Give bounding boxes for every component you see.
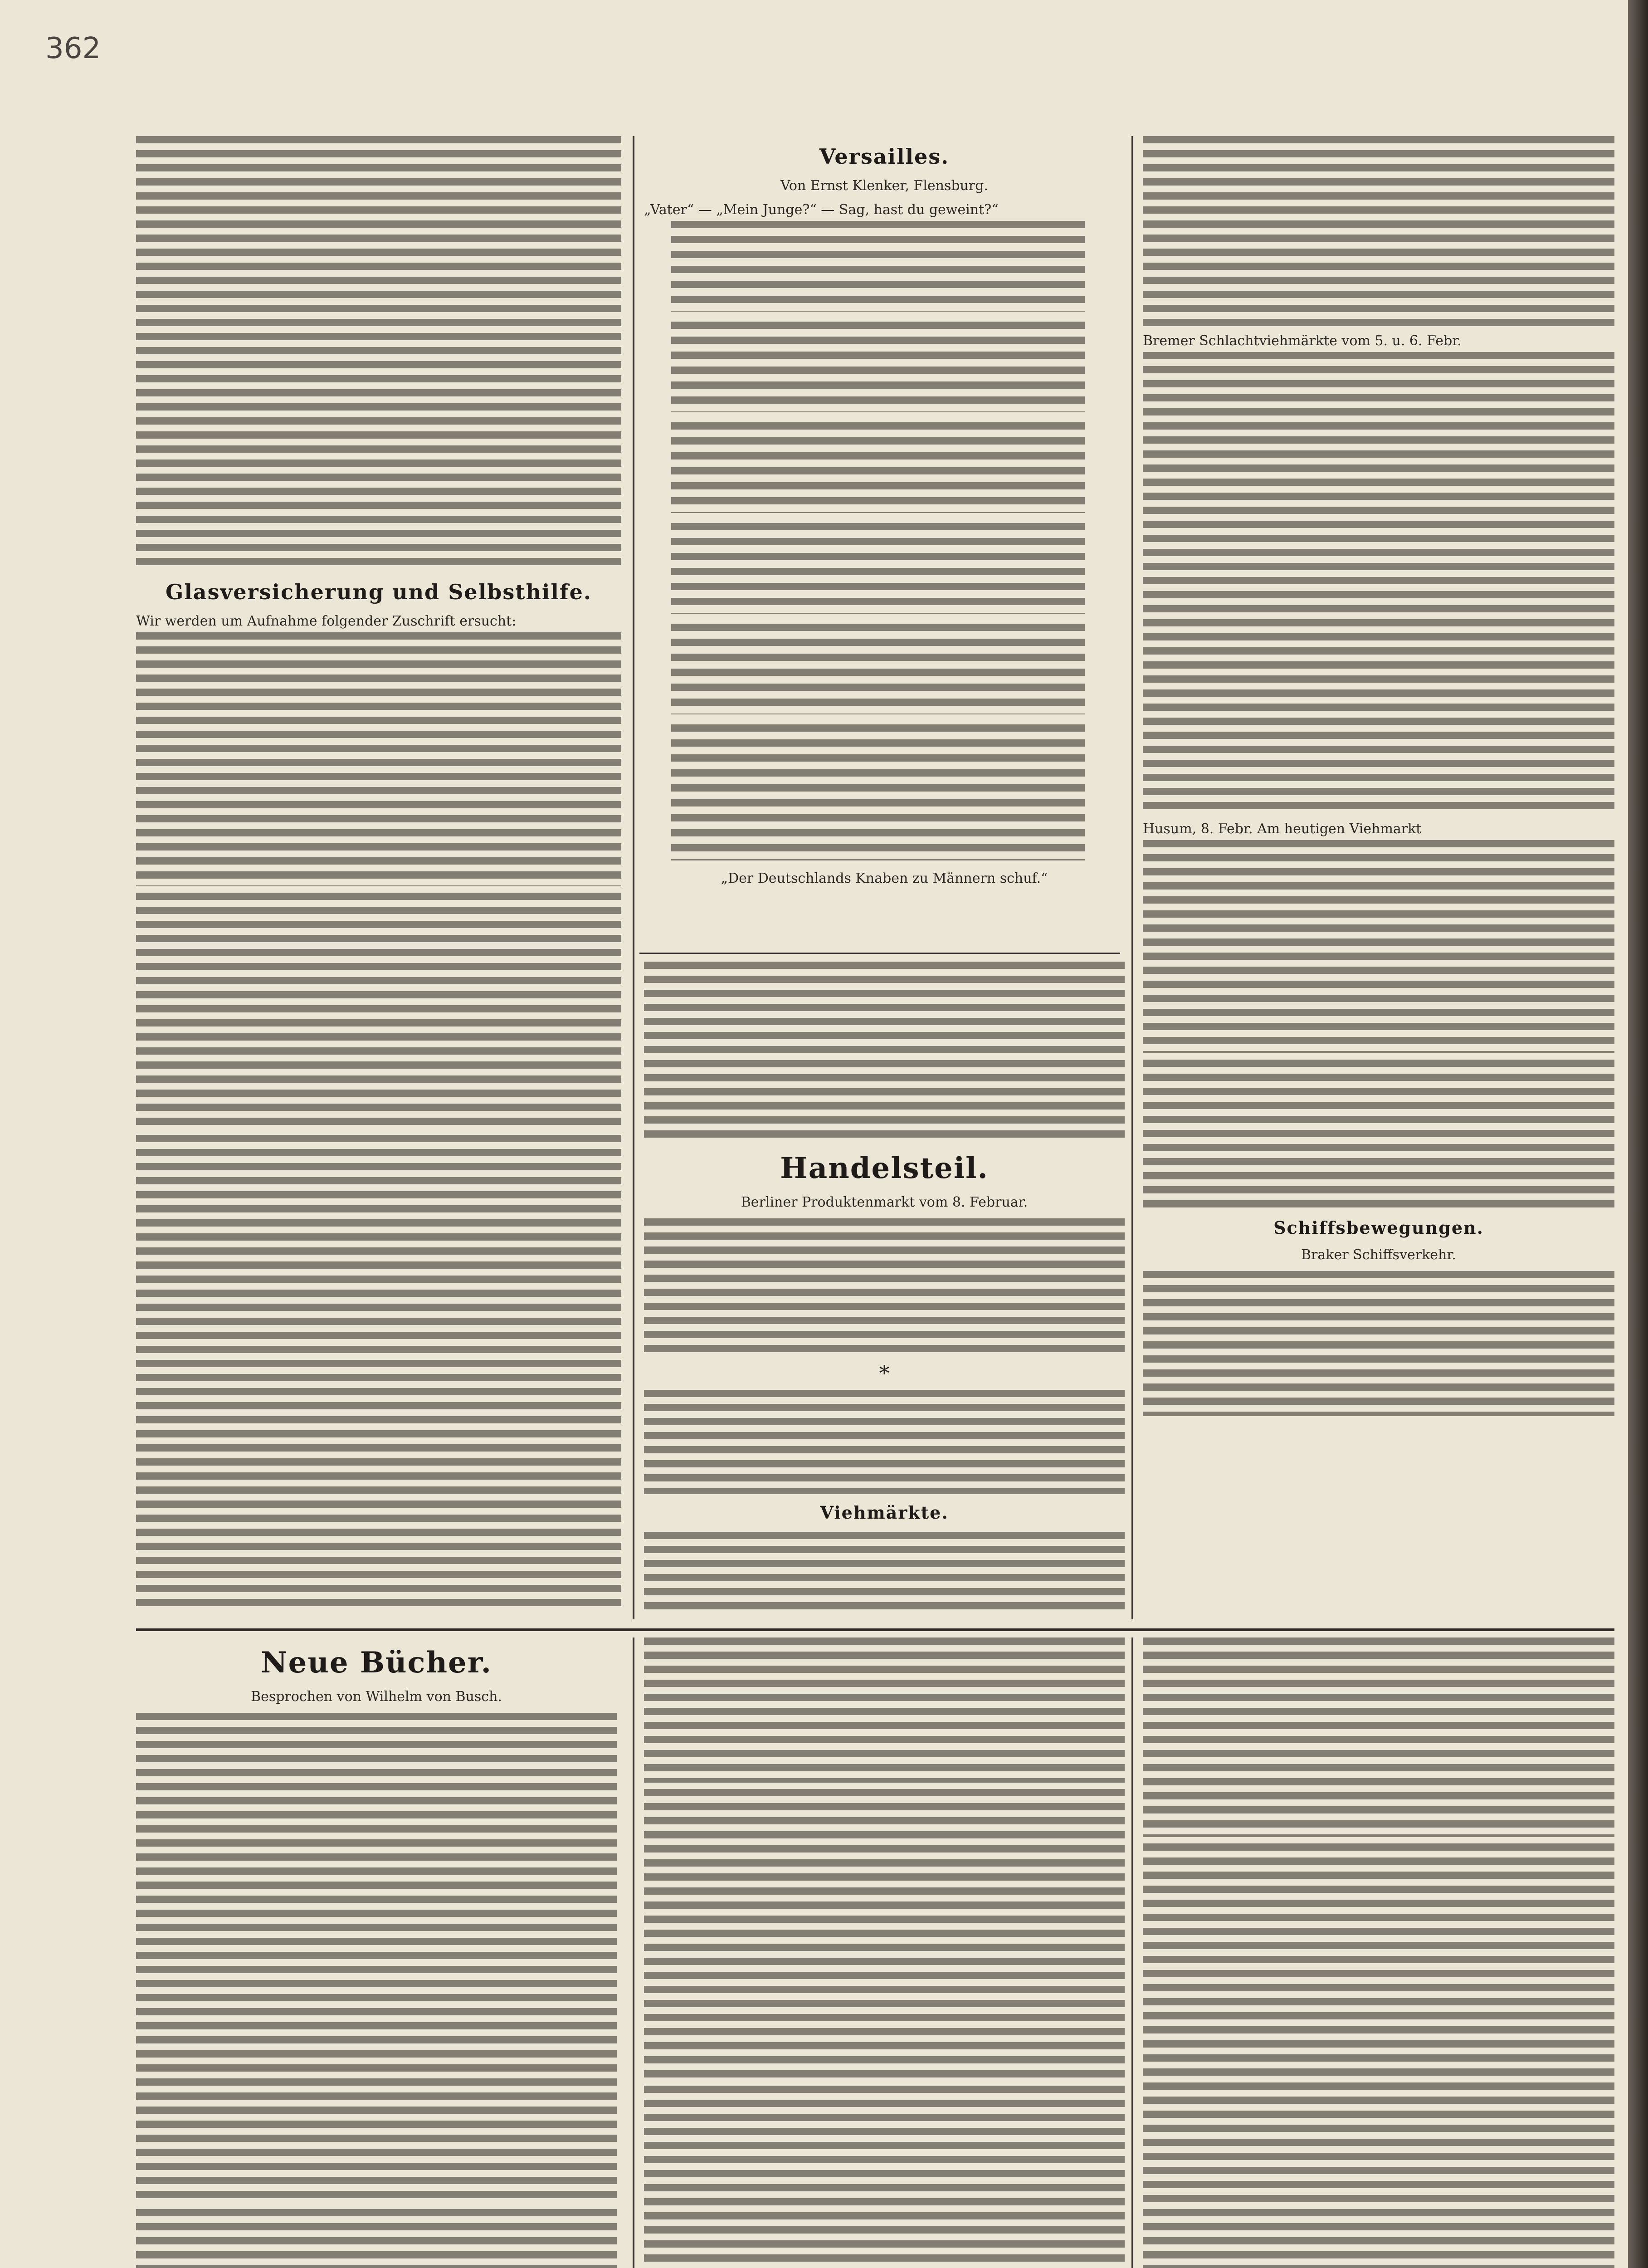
column-divider — [1131, 136, 1133, 1619]
glasversicherung-para-1 — [136, 632, 621, 886]
book-review-steigerung — [136, 1713, 617, 2203]
glasversicherung-heading: Glasversicherung und Selbsthilfe. — [166, 580, 592, 604]
glasversicherung-para-4 — [136, 1332, 621, 1608]
poem-stanza-6 — [671, 724, 1085, 860]
glasversicherung-para-3 — [136, 1135, 621, 1325]
produktenmarkt-prices — [644, 1218, 1125, 1354]
poem-stanza-2 — [671, 322, 1085, 412]
column-right-top — [1143, 136, 1614, 1624]
poem-stanza-4 — [671, 523, 1085, 614]
book-binding-edge — [1628, 0, 1648, 2268]
viehmarkt-continued — [1143, 136, 1614, 327]
book-review-balladen — [644, 2086, 1125, 2268]
section-divider — [136, 1628, 1614, 1631]
column-middle-top — [644, 136, 1125, 953]
book-review-kammernovelle — [644, 1789, 1125, 2079]
versailles-closing-line: „Der Deutschlands Knaben zu Männern schuf.“ — [721, 870, 1048, 886]
viehmaerkte-heading: Viehmärkte. — [820, 1502, 949, 1523]
neue-buecher-heading: Neue Bücher. — [261, 1646, 492, 1680]
column-divider — [1131, 1637, 1133, 2268]
book-review-continued — [644, 1637, 1125, 1783]
book-review-wieder-im-drieber — [136, 2209, 617, 2268]
glasversicherung-para-2 — [136, 893, 621, 1129]
schiffsbewegungen-heading: Schiffsbewegungen. — [1273, 1217, 1484, 1238]
column-divider — [633, 136, 634, 1619]
neue-buecher-column-1 — [136, 1637, 617, 2268]
poem-bottom-rule — [639, 953, 1120, 954]
poem-stanza-1 — [671, 221, 1085, 312]
produktenmarkt-subheading: Berliner Produktenmarkt vom 8. Februar. — [741, 1194, 1028, 1210]
book-review-frische-brise — [1143, 1843, 1614, 2268]
hamburg-schweinemarkt-text — [1143, 1060, 1614, 1209]
neue-buecher-column-2 — [644, 1637, 1125, 2268]
schiffsverkehr-subheading: Braker Schiffsverkehr. — [1301, 1247, 1456, 1263]
handelsteil-heading: Handelsteil. — [780, 1151, 989, 1185]
article-fischerei-text — [136, 136, 621, 572]
leer-viehmarkt — [644, 1532, 1125, 1613]
neue-buecher-byline: Besprochen von Wilhelm von Busch. — [251, 1689, 502, 1705]
column-divider — [633, 1637, 634, 2268]
glasversicherung-intro: Wir werden um Aufnahme folgender Zuschrift ersucht: — [136, 613, 517, 629]
poem-stanza-5 — [671, 624, 1085, 714]
column-left-top — [136, 136, 621, 1624]
husum-viehmarkt-heading: Husum, 8. Febr. Am heutigen Viehmarkt — [1143, 821, 1422, 837]
husum-viehmarkt-text — [1143, 840, 1614, 1053]
versailles-first-line: „Vater“ — „Mein Junge?“ — Sag, hast du geweint?“ — [644, 202, 999, 218]
section-star: * — [879, 1361, 890, 1385]
glasversicherung-continued — [644, 962, 1125, 1143]
book-review-volksschatz — [1143, 1637, 1614, 1837]
bremen-getreide — [644, 1390, 1125, 1494]
versailles-byline: Von Ernst Klenker, Flensburg. — [780, 178, 988, 194]
versailles-heading: Versailles. — [819, 144, 950, 169]
column-middle-lower — [644, 962, 1125, 1619]
bremer-schlachtvieh-heading: Bremer Schlachtviehmärkte vom 5. u. 6. Febr. — [1143, 333, 1462, 349]
neue-buecher-column-3 — [1143, 1637, 1614, 2268]
poem-stanza-3 — [671, 422, 1085, 513]
schiffsbewegungen-text — [1143, 1271, 1614, 1416]
bremer-schlachtvieh-text — [1143, 352, 1614, 815]
page-number: 362 — [45, 32, 101, 65]
